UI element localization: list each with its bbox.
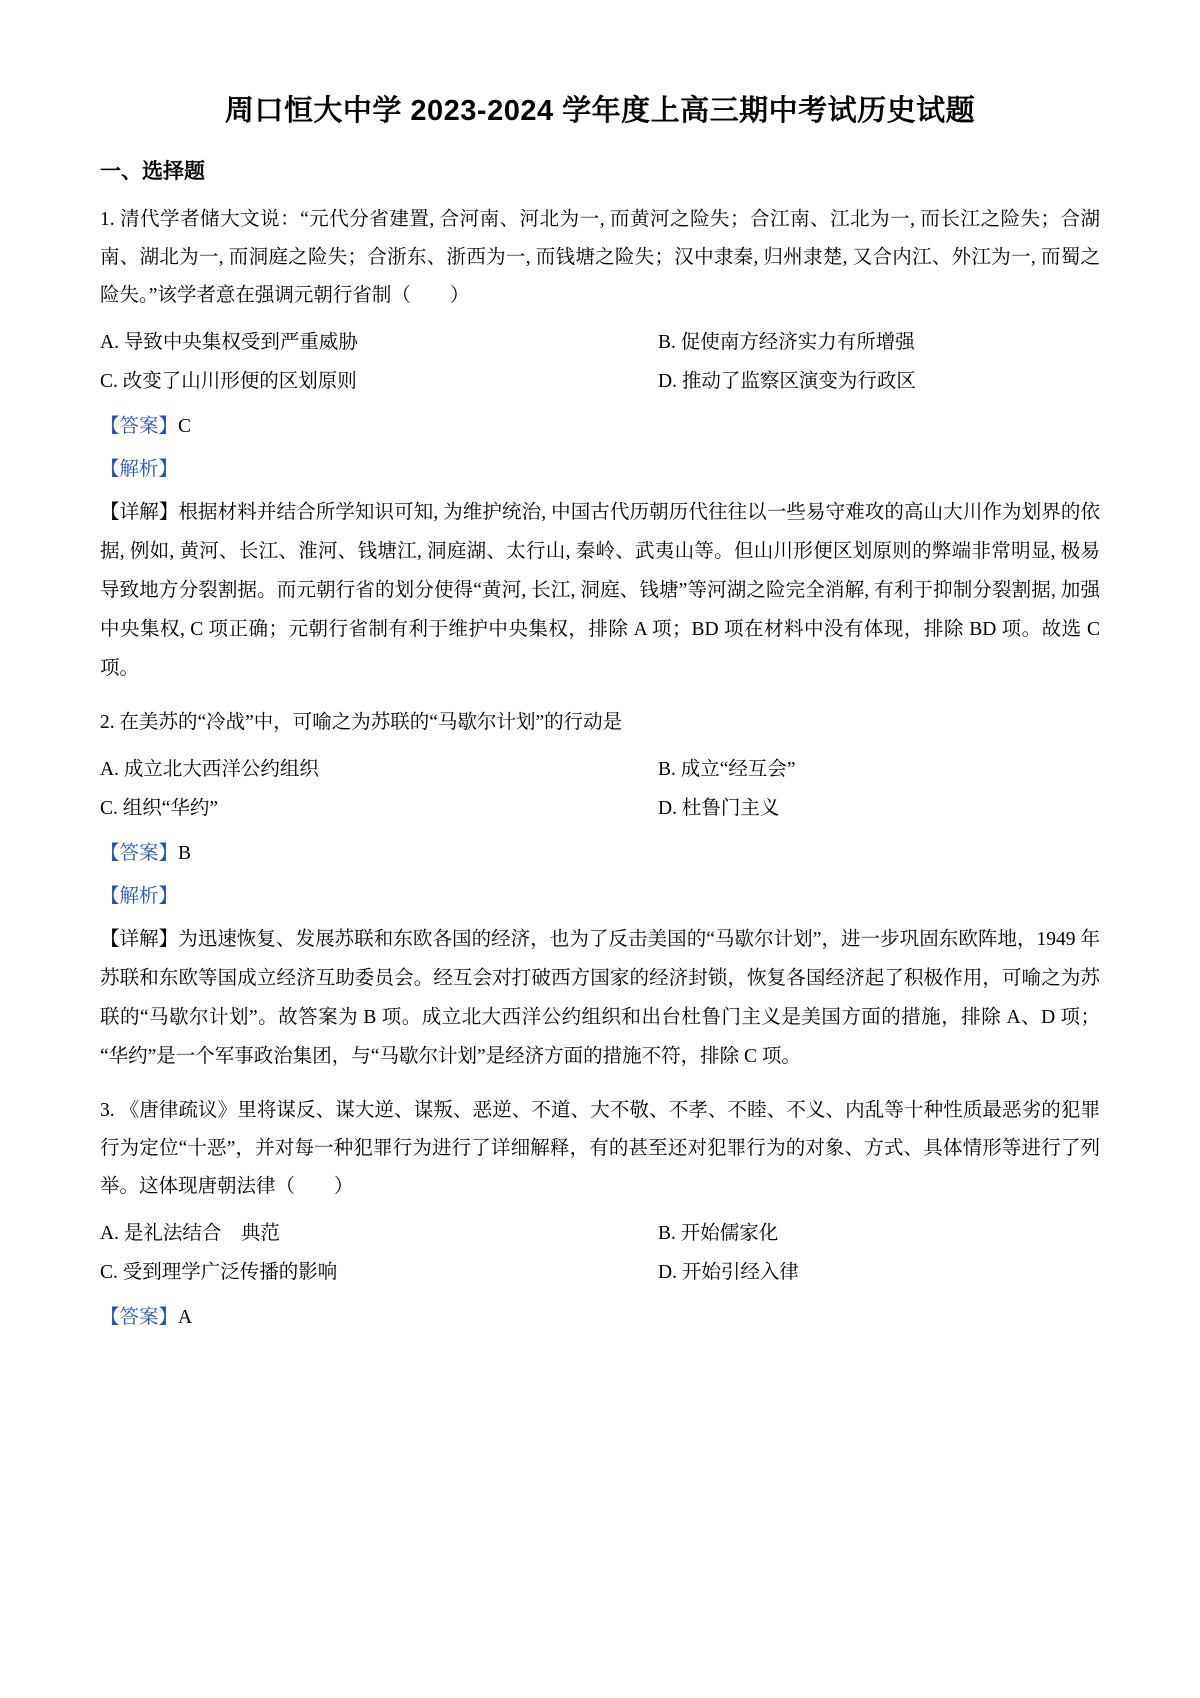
question-stem: 3. 《唐律疏议》里将谋反、谋大逆、谋叛、恶逆、不道、大不敬、不孝、不睦、不义、内乱等十种性质最恶劣的犯罪行为定位“十恶”，并对每一种犯罪行为进行了详细解释，有的甚至还对犯罪行为的对象、方式、具体情形等进行了列举。这体现唐朝法律（ ）: [100, 1100, 1100, 1198]
question-stem: 1. 清代学者储大文说：“元代分省建置, 合河南、河北为一, 而黄河之险失；合江南、江北为一, 而长江之险失；合湖南、湖北为一, 而洞庭之险失；合浙东、浙西为一, 而钱塘之险失；汉中隶秦, 归州隶楚, 又合内江、外江为一, 而蜀之险失。”该学者意在强调元朝行省制（ ）: [100, 209, 1100, 307]
option-c[interactable]: C. 受到理学广泛传播的影响: [100, 1262, 338, 1284]
detail-text: [100, 493, 1100, 688]
detail-label: 【详解】: [100, 929, 179, 951]
question-stem: 2. 在美苏的“冷战”中，可喻之为苏联的“马歇尔计划”的行动是: [100, 712, 623, 734]
answer-label: 【答案】: [100, 416, 179, 438]
option-d[interactable]: D. 开始引经入律: [658, 1262, 799, 1284]
detail-body: 为迅速恢复、发展苏联和东欧各国的经济，也为了反击美国的“马歇尔计划”，进一步巩固东欧阵地，1949 年苏联和东欧等国成立经济互助委员会。经互会对打破西方国家的经济封锁，恢复各国经济起了积极作用，可喻之为苏联的“马歇尔计划”。故答案为 B 项。成立北大西洋公约组织和出台杜鲁门主义是美国方面的措施，排除 A、D 项；“华约”是一个军事政治集团，与“马歇尔计划”是经济方面的措施不符，排除 C 项。: [100, 929, 1100, 1068]
detail-body: 根据材料并结合所学知识可知, 为维护统治, 中国古代历朝历代往往以一些易守难攻的高山大川作为划界的依据, 例如, 黄河、长江、淮河、钱塘江, 洞庭湖、太行山, 秦岭、武夷山等。但山川形便区划原则的弊端非常明显, 极易导致地方分裂割据。而元朝行省的划分使得“黄河, 长江, 洞庭、钱塘”等河湖之险完全消解, 有利于抑制分裂割据, 加强中央集权, C 项正确；元朝行省制有利于维护中央集权，排除 A 项；BD 项在材料中没有体现，排除 BD 项。故选 C 项。: [100, 502, 1100, 680]
question-block: [100, 1092, 1100, 1337]
answer-label: 【答案】: [100, 1307, 179, 1329]
answer-value: B: [178, 843, 192, 865]
analysis-label: 【解析】: [100, 886, 179, 908]
option-b[interactable]: B. 成立“经互会”: [658, 759, 796, 781]
answer-value: A: [178, 1307, 193, 1329]
option-c[interactable]: C. 改变了山川形便的区划原则: [100, 371, 357, 393]
analysis-line: [100, 877, 1100, 916]
option-b[interactable]: B. 开始儒家化: [658, 1223, 779, 1245]
section-heading: 一、选择题: [100, 160, 205, 183]
answer-line: [100, 1298, 1100, 1337]
option-list: [100, 1214, 1100, 1292]
option-a[interactable]: A. 成立北大西洋公约组织: [100, 759, 319, 781]
option-d[interactable]: D. 推动了监察区演变为行政区: [658, 371, 916, 393]
question-block: [100, 704, 1100, 1076]
option-d[interactable]: D. 杜鲁门主义: [658, 798, 780, 820]
option-b[interactable]: B. 促使南方经济实力有所增强: [658, 332, 915, 354]
option-c[interactable]: C. 组织“华约”: [100, 798, 219, 820]
answer-value: C: [178, 416, 192, 438]
answer-line: [100, 407, 1100, 446]
detail-text: [100, 920, 1100, 1076]
option-a[interactable]: A. 是礼法结合 典范: [100, 1223, 280, 1245]
option-list: [100, 323, 1100, 401]
analysis-line: [100, 450, 1100, 489]
page-title: 周口恒大中学 2023-2024 学年度上高三期中考试历史试题: [224, 95, 976, 127]
question-block: [100, 201, 1100, 688]
option-list: [100, 750, 1100, 828]
answer-label: 【答案】: [100, 843, 179, 865]
detail-label: 【详解】: [100, 502, 179, 524]
analysis-label: 【解析】: [100, 459, 179, 481]
option-a[interactable]: A. 导致中央集权受到严重威胁: [100, 332, 358, 354]
answer-line: [100, 834, 1100, 873]
